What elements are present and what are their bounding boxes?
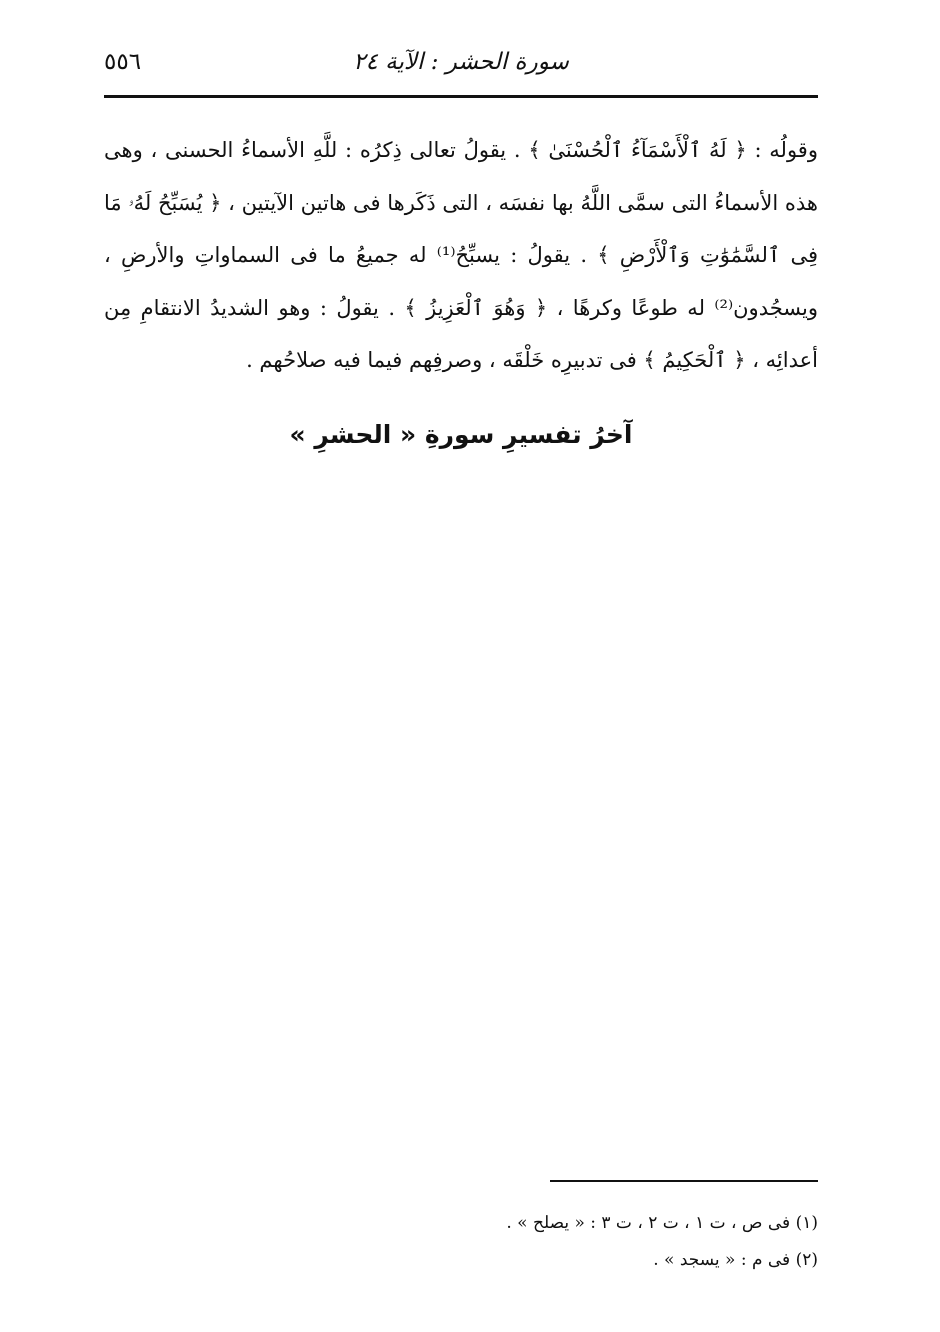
footnote-separator [550, 1180, 818, 1182]
page-number: ٥٥٦ [104, 49, 142, 75]
running-title: سورة الحشر : الآية ٢٤ [353, 49, 569, 75]
footnotes [104, 1205, 818, 1279]
header-rule [104, 95, 818, 98]
surah-end-heading: آخرُ تفسيرِ سورةِ « الحشرِ » [289, 420, 633, 449]
main-text [104, 124, 818, 387]
footnote-1: (١) فى ص ، ت ١ ، ت ٢ ، ت ٣ : « يصلح » . [506, 1213, 818, 1233]
footnote-2: (٢) فى م : « يسجد » . [653, 1250, 818, 1270]
page-header [104, 44, 818, 80]
commentary-paragraph: وقولُه : ﴿ لَهُ ٱلْأَسْمَآءُ ٱلْحُسْنَىٰ ﴾ . يقولُ تعالى ذِكرُه : للَّهِ الأسماءُ الحسنى ، وهى هذه الأسماءُ التى سمَّى اللَّهُ بها نفسَه ، التى ذَكَرها فى هاتين الآيتين ، ﴿ يُسَبِّحُ لَهُۥ مَا فِى ٱلسَّمَٰوَٰتِ وَٱلْأَرْضِ ﴾ . يقولُ : يسبِّحُ⁽¹⁾ له جميعُ ما فى السماواتِ والأرضِ ، ويسجُدون⁽²⁾ له طوعًا وكرهًا ، ﴿ وَهُوَ ٱلْعَزِيزُ ﴾ . يقولُ : وهو الشديدُ الانتقامِ مِن أعدائِه ، ﴿ ٱلْحَكِيمُ ﴾ فى تدبيرِه خَلْقَه ، وصرفِهم فيما فيه صلاحُهم . [104, 138, 818, 372]
